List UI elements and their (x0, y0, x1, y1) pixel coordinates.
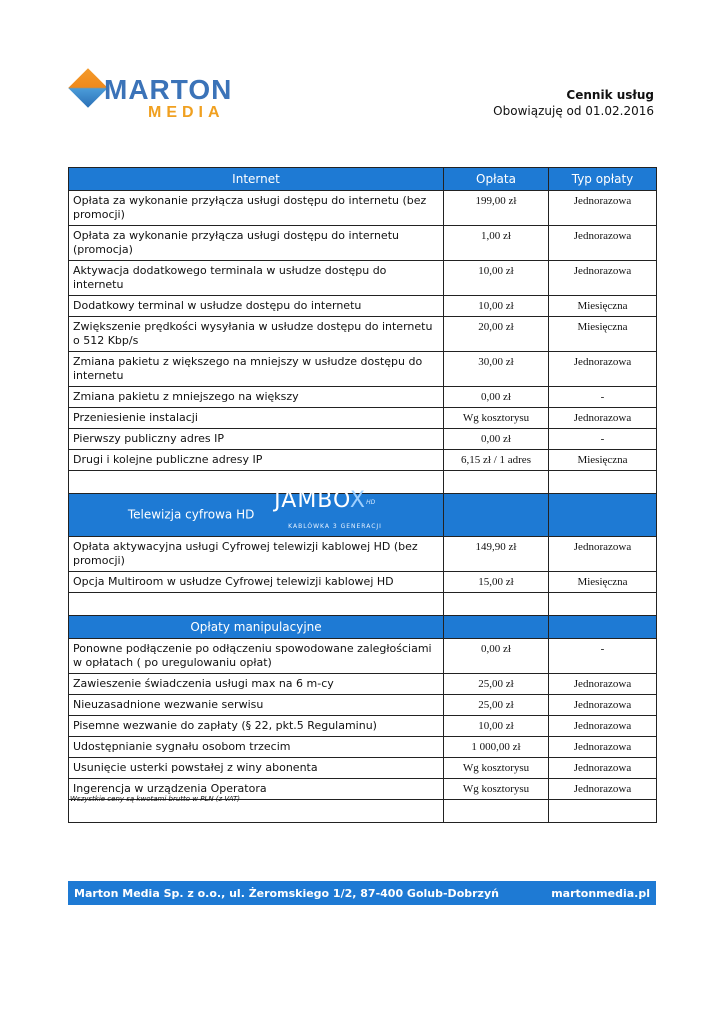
table-row (69, 639, 657, 674)
service-description: Ingerencja w urządzenia Operatora (69, 779, 444, 800)
price-table (68, 167, 657, 823)
service-description: Przeniesienie instalacji (69, 408, 444, 429)
fee-type: Jednorazowa (549, 408, 657, 429)
fee-type: Jednorazowa (549, 261, 657, 296)
footer-bar (68, 881, 656, 905)
table-row (69, 317, 657, 352)
service-fee: Wg kosztorysu (444, 408, 549, 429)
fee-type: Jednorazowa (549, 226, 657, 261)
table-row (69, 352, 657, 387)
company-logo (70, 70, 250, 130)
service-description: Nieuzasadnione wezwanie serwisu (69, 695, 444, 716)
table-row (69, 226, 657, 261)
table-row (69, 674, 657, 695)
service-description: Zmiana pakietu z mniejszego na większy (69, 387, 444, 408)
service-description: Opłata za wykonanie przyłącza usługi dostępu do internetu (bez promocji) (69, 191, 444, 226)
table-row (69, 261, 657, 296)
jambox-logo (274, 488, 384, 532)
service-description: Opłata za wykonanie przyłącza usługi dostępu do internetu (promocja) (69, 226, 444, 261)
fee-type: Jednorazowa (549, 191, 657, 226)
jambox-name: JAMBO (274, 488, 350, 513)
header-internet: Internet (69, 168, 444, 191)
tv-section-title: Telewizja cyfrowa HD (127, 507, 255, 522)
tv-section (69, 537, 657, 593)
service-fee: 199,00 zł (444, 191, 549, 226)
manip-section (69, 639, 657, 800)
fee-type: - (549, 429, 657, 450)
service-description: Zmiana pakietu z większego na mniejszy w usłudze dostępu do internetu (69, 352, 444, 387)
service-description: Ponowne podłączenie po odłączeniu spowodowane zaległościami w opłatach ( po uregulowaniu opłat) (69, 639, 444, 674)
service-fee: 15,00 zł (444, 572, 549, 593)
fee-type: Miesięczna (549, 572, 657, 593)
service-description: Zawieszenie świadczenia usługi max na 6 m-cy (69, 674, 444, 695)
fee-type: Jednorazowa (549, 537, 657, 572)
jambox-x: X (349, 488, 366, 513)
document-header (493, 88, 654, 118)
service-description: Udostępnianie sygnału osobom trzecim (69, 737, 444, 758)
service-fee: 20,00 zł (444, 317, 549, 352)
service-fee: 1 000,00 zł (444, 737, 549, 758)
table-row (69, 572, 657, 593)
table-row (69, 191, 657, 226)
service-fee: 0,00 zł (444, 387, 549, 408)
fee-type: Jednorazowa (549, 352, 657, 387)
service-fee: 25,00 zł (444, 695, 549, 716)
logo-diamond-icon (68, 68, 108, 108)
service-description: Usunięcie usterki powstałej z winy abonenta (69, 758, 444, 779)
service-fee: 149,90 zł (444, 537, 549, 572)
table-row (69, 387, 657, 408)
tv-section-header (69, 494, 657, 537)
header-fee: Opłata (444, 168, 549, 191)
internet-section (69, 191, 657, 471)
service-description: Dodatkowy terminal w usłudze dostępu do internetu (69, 296, 444, 317)
blank-row (69, 593, 657, 616)
vat-note: Wszystkie ceny są kwotami brutto w PLN (z VAT) (70, 795, 241, 803)
service-description: Aktywacja dodatkowego terminala w usłudze dostępu do internetu (69, 261, 444, 296)
table-row (69, 716, 657, 737)
fee-type: Jednorazowa (549, 695, 657, 716)
service-fee: 10,00 zł (444, 716, 549, 737)
fee-type: Jednorazowa (549, 716, 657, 737)
table-row (69, 737, 657, 758)
logo-word-media: MEDIA (148, 104, 225, 121)
service-description: Drugi i kolejne publiczne adresy IP (69, 450, 444, 471)
fee-type: Jednorazowa (549, 674, 657, 695)
service-fee: 10,00 zł (444, 261, 549, 296)
table-row (69, 537, 657, 572)
service-fee: 10,00 zł (444, 296, 549, 317)
footer-website: martonmedia.pl (551, 886, 650, 900)
manip-section-header (69, 616, 657, 639)
service-description: Pierwszy publiczny adres IP (69, 429, 444, 450)
service-description: Zwiększenie prędkości wysyłania w usłudze dostępu do internetu o 512 Kbp/s (69, 317, 444, 352)
fee-type: Jednorazowa (549, 779, 657, 800)
service-fee: 25,00 zł (444, 674, 549, 695)
table-row (69, 758, 657, 779)
service-fee: 0,00 zł (444, 429, 549, 450)
table-row (69, 695, 657, 716)
service-fee: 0,00 zł (444, 639, 549, 674)
header-fee-type: Typ opłaty (549, 168, 657, 191)
table-row (69, 296, 657, 317)
effective-date: Obowiązuję od 01.02.2016 (493, 104, 654, 118)
jambox-hd: HD (366, 499, 376, 506)
service-fee: Wg kosztorysu (444, 779, 549, 800)
service-fee: Wg kosztorysu (444, 758, 549, 779)
logo-word-marton: MARTON (104, 74, 233, 105)
fee-type: Jednorazowa (549, 758, 657, 779)
service-fee: 1,00 zł (444, 226, 549, 261)
table-header-row (69, 168, 657, 191)
service-description: Opłata aktywacyjna usługi Cyfrowej telewizji kablowej HD (bez promocji) (69, 537, 444, 572)
service-description: Opcja Multiroom w usłudze Cyfrowej telewizji kablowej HD (69, 572, 444, 593)
fee-type: Jednorazowa (549, 737, 657, 758)
table-row (69, 450, 657, 471)
manip-section-title: Opłaty manipulacyjne (69, 616, 444, 639)
fee-type: - (549, 639, 657, 674)
service-fee: 30,00 zł (444, 352, 549, 387)
service-fee: 6,15 zł / 1 adres (444, 450, 549, 471)
fee-type: Miesięczna (549, 317, 657, 352)
document-title: Cennik usług (566, 88, 654, 102)
fee-type: Miesięczna (549, 296, 657, 317)
jambox-tagline: KABLÓWKA 3 GENERACJI (288, 523, 382, 530)
service-description: Pisemne wezwanie do zapłaty (§ 22, pkt.5 Regulaminu) (69, 716, 444, 737)
fee-type: - (549, 387, 657, 408)
footer-address: Marton Media Sp. z o.o., ul. Żeromskiego 1/2, 87-400 Golub-Dobrzyń (74, 886, 499, 900)
fee-type: Miesięczna (549, 450, 657, 471)
table-row (69, 429, 657, 450)
table-row (69, 408, 657, 429)
